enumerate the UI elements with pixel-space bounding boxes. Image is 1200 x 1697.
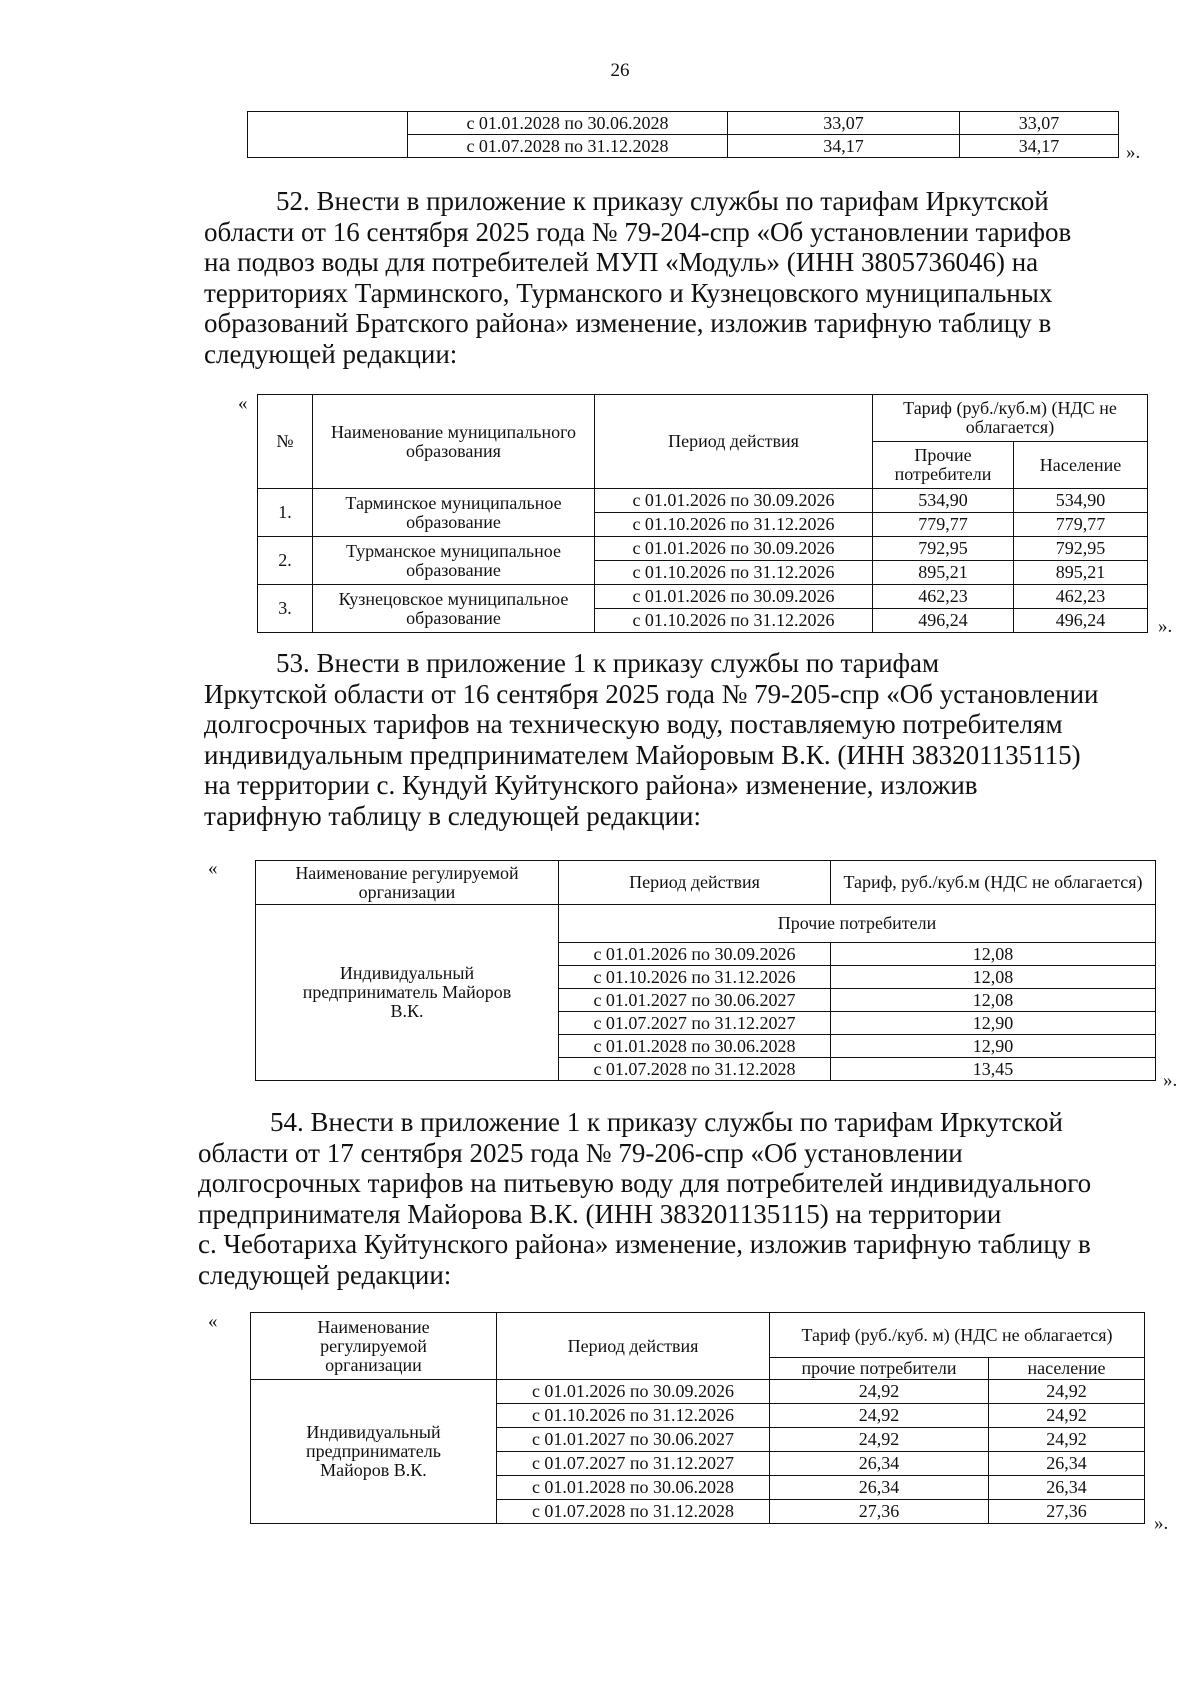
table-52 — [257, 394, 1148, 633]
row-number: 3. — [258, 585, 313, 633]
table-54 — [250, 1312, 1145, 1524]
header-period: Период действия — [595, 395, 873, 489]
value-cell: 24,92 — [770, 1404, 989, 1428]
value-cell: 26,34 — [989, 1452, 1145, 1476]
header-tariff: Тариф, руб./куб.м (НДС не облагается) — [831, 861, 1156, 905]
table-header-row — [256, 861, 1156, 905]
value-cell: 34,17 — [960, 135, 1119, 158]
period-cell: с 01.01.2028 по 30.06.2028 — [559, 1035, 831, 1058]
paragraph-line: долгосрочных тарифов на техническую воду, поставляемую потребителям — [204, 709, 1063, 739]
header-period: Период действия — [497, 1313, 770, 1380]
paragraph-line: 54. Внести в приложение 1 к приказу службы по тарифам Иркутской — [270, 1107, 1063, 1137]
closing-quote: ». — [1158, 616, 1173, 637]
paragraph-line: образований Братского района» изменение, изложив тарифную таблицу в — [204, 308, 1052, 338]
value-cell: 534,90 — [873, 489, 1014, 513]
value-cell: 462,23 — [1014, 585, 1148, 609]
period-cell: с 01.01.2026 по 30.09.2026 — [595, 489, 873, 513]
table-row — [258, 489, 1148, 513]
opening-quote: « — [208, 1311, 218, 1332]
opening-quote: « — [238, 393, 248, 414]
value-cell: 24,92 — [989, 1404, 1145, 1428]
value-cell: 12,90 — [831, 1012, 1156, 1035]
table-header-row — [251, 1313, 1145, 1358]
period-cell: с 01.10.2026 по 31.12.2026 — [497, 1404, 770, 1428]
value-cell: 12,90 — [831, 1035, 1156, 1058]
closing-quote: ». — [1163, 1070, 1178, 1091]
value-cell: 27,36 — [989, 1500, 1145, 1524]
period-cell: с 01.07.2028 по 31.12.2028 — [497, 1500, 770, 1524]
organization-name: Индивидуальный предприниматель Майоров В.К. — [256, 905, 559, 1081]
row-number: 1. — [258, 489, 313, 537]
period-cell: с 01.01.2027 по 30.06.2027 — [497, 1428, 770, 1452]
period-cell: с 01.01.2028 по 30.06.2028 — [408, 112, 728, 135]
paragraph-line: территориях Тарминского, Турманского и Кузнецовского муниципальных — [204, 277, 1053, 308]
paragraph-line: индивидуальным предпринимателем Майоровым В.К. (ИНН 383201135115) — [204, 739, 1081, 770]
header-tariff: Тариф (руб./куб. м) (НДС не облагается) — [770, 1313, 1145, 1358]
header-municipality: Наименование муниципального образования — [313, 395, 595, 489]
period-cell: с 01.07.2027 по 31.12.2027 — [559, 1012, 831, 1035]
value-cell: 779,77 — [1014, 513, 1148, 537]
paragraph-line: на подвоз воды для потребителей МУП «Модуль» (ИНН 3805736046) на — [204, 247, 1039, 277]
table-row — [248, 112, 1119, 135]
header-period: Период действия — [559, 861, 831, 905]
value-cell: 496,24 — [1014, 609, 1148, 633]
paragraph-line: следующей редакции: — [204, 338, 458, 369]
value-cell: 534,90 — [1014, 489, 1148, 513]
value-cell: 13,45 — [831, 1058, 1156, 1081]
value-cell: 34,17 — [728, 135, 960, 158]
header-other-consumers: Прочие потребители — [559, 905, 1156, 943]
table-row — [258, 585, 1148, 609]
paragraph-line: следующей редакции: — [198, 1259, 452, 1290]
value-cell: 462,23 — [873, 585, 1014, 609]
paragraph-line: Иркутской области от 16 сентября 2025 года № 79-205-спр «Об установлении — [204, 678, 1099, 709]
period-cell: с 01.07.2027 по 31.12.2027 — [497, 1452, 770, 1476]
value-cell: 33,07 — [960, 112, 1119, 135]
value-cell: 12,08 — [831, 966, 1156, 989]
table-53 — [255, 860, 1156, 1081]
value-cell: 27,36 — [770, 1500, 989, 1524]
period-cell: с 01.10.2026 по 31.12.2026 — [595, 609, 873, 633]
period-cell: с 01.01.2026 по 30.09.2026 — [595, 585, 873, 609]
paragraph-54 — [198, 1107, 1156, 1290]
value-cell: 26,34 — [989, 1476, 1145, 1500]
paragraph-line: на территории с. Кундуй Куйтунского района» изменение, изложив — [204, 770, 978, 800]
header-tariff: Тариф (руб./куб.м) (НДС не облагается) — [873, 395, 1148, 442]
value-cell: 26,34 — [770, 1476, 989, 1500]
table-row — [251, 1380, 1145, 1404]
paragraph-line: 53. Внести в приложение 1 к приказу службы по тарифам — [276, 648, 940, 678]
table-header-row — [256, 905, 1156, 943]
value-cell: 496,24 — [873, 609, 1014, 633]
header-population: население — [989, 1358, 1145, 1380]
header-number: № — [258, 395, 313, 489]
value-cell: 24,92 — [770, 1428, 989, 1452]
value-cell: 24,92 — [989, 1380, 1145, 1404]
header-organization: Наименование регулируемой организации — [256, 861, 559, 905]
period-cell: с 01.10.2026 по 31.12.2026 — [559, 966, 831, 989]
value-cell: 26,34 — [770, 1452, 989, 1476]
period-cell: с 01.07.2028 по 31.12.2028 — [408, 135, 728, 158]
paragraph-line: предпринимателя Майорова В.К. (ИНН 383201135115) на территории — [198, 1198, 1002, 1229]
period-cell: с 01.01.2028 по 30.06.2028 — [497, 1476, 770, 1500]
period-cell: с 01.01.2026 по 30.09.2026 — [595, 537, 873, 561]
period-cell: с 01.01.2026 по 30.09.2026 — [497, 1380, 770, 1404]
value-cell: 24,92 — [770, 1380, 989, 1404]
closing-quote: ». — [1126, 142, 1141, 163]
municipality-name: Тарминское муниципальное образование — [313, 489, 595, 537]
value-cell: 792,95 — [1014, 537, 1148, 561]
paragraph-line: области от 17 сентября 2025 года № 79-206-спр «Об установлении — [198, 1137, 963, 1168]
header-population: Население — [1014, 442, 1148, 489]
value-cell: 24,92 — [989, 1428, 1145, 1452]
period-cell: с 01.10.2026 по 31.12.2026 — [595, 561, 873, 585]
paragraph-53 — [204, 648, 1160, 831]
header-other-consumers: прочие потребители — [770, 1358, 989, 1380]
paragraph-line: долгосрочных тарифов на питьевую воду для потребителей индивидуального — [198, 1168, 1092, 1198]
period-cell: с 01.01.2027 по 30.06.2027 — [559, 989, 831, 1012]
period-cell: с 01.01.2026 по 30.09.2026 — [559, 943, 831, 966]
municipality-name: Кузнецовское муниципальное образование — [313, 585, 595, 633]
empty-cell — [248, 112, 408, 158]
period-cell: с 01.10.2026 по 31.12.2026 — [595, 513, 873, 537]
value-cell: 12,08 — [831, 943, 1156, 966]
header-other-consumers: Прочие потребители — [873, 442, 1014, 489]
closing-quote: ». — [1154, 1513, 1169, 1534]
table-header-row — [258, 395, 1148, 442]
paragraph-line: 52. Внести в приложение к приказу службы по тарифам Иркутской — [276, 186, 1049, 216]
value-cell: 792,95 — [873, 537, 1014, 561]
top-tariff-table — [247, 111, 1119, 158]
value-cell: 779,77 — [873, 513, 1014, 537]
page-number: 26 — [610, 60, 630, 81]
table-row — [258, 537, 1148, 561]
opening-quote: « — [208, 858, 218, 879]
value-cell: 895,21 — [873, 561, 1014, 585]
paragraph-line: области от 16 сентября 2025 года № 79-204-спр «Об установлении тарифов — [204, 216, 1072, 247]
row-number: 2. — [258, 537, 313, 585]
value-cell: 12,08 — [831, 989, 1156, 1012]
paragraph-52 — [204, 186, 1160, 369]
paragraph-line: с. Чеботариха Куйтунского района» изменение, изложив тарифную таблицу в — [198, 1229, 1091, 1259]
period-cell: с 01.07.2028 по 31.12.2028 — [559, 1058, 831, 1081]
value-cell: 33,07 — [728, 112, 960, 135]
header-organization: Наименование регулируемой организации — [251, 1313, 497, 1380]
organization-name: Индивидуальный предприниматель Майоров В.К. — [251, 1380, 497, 1524]
value-cell: 895,21 — [1014, 561, 1148, 585]
municipality-name: Турманское муниципальное образование — [313, 537, 595, 585]
paragraph-line: тарифную таблицу в следующей редакции: — [204, 800, 702, 831]
